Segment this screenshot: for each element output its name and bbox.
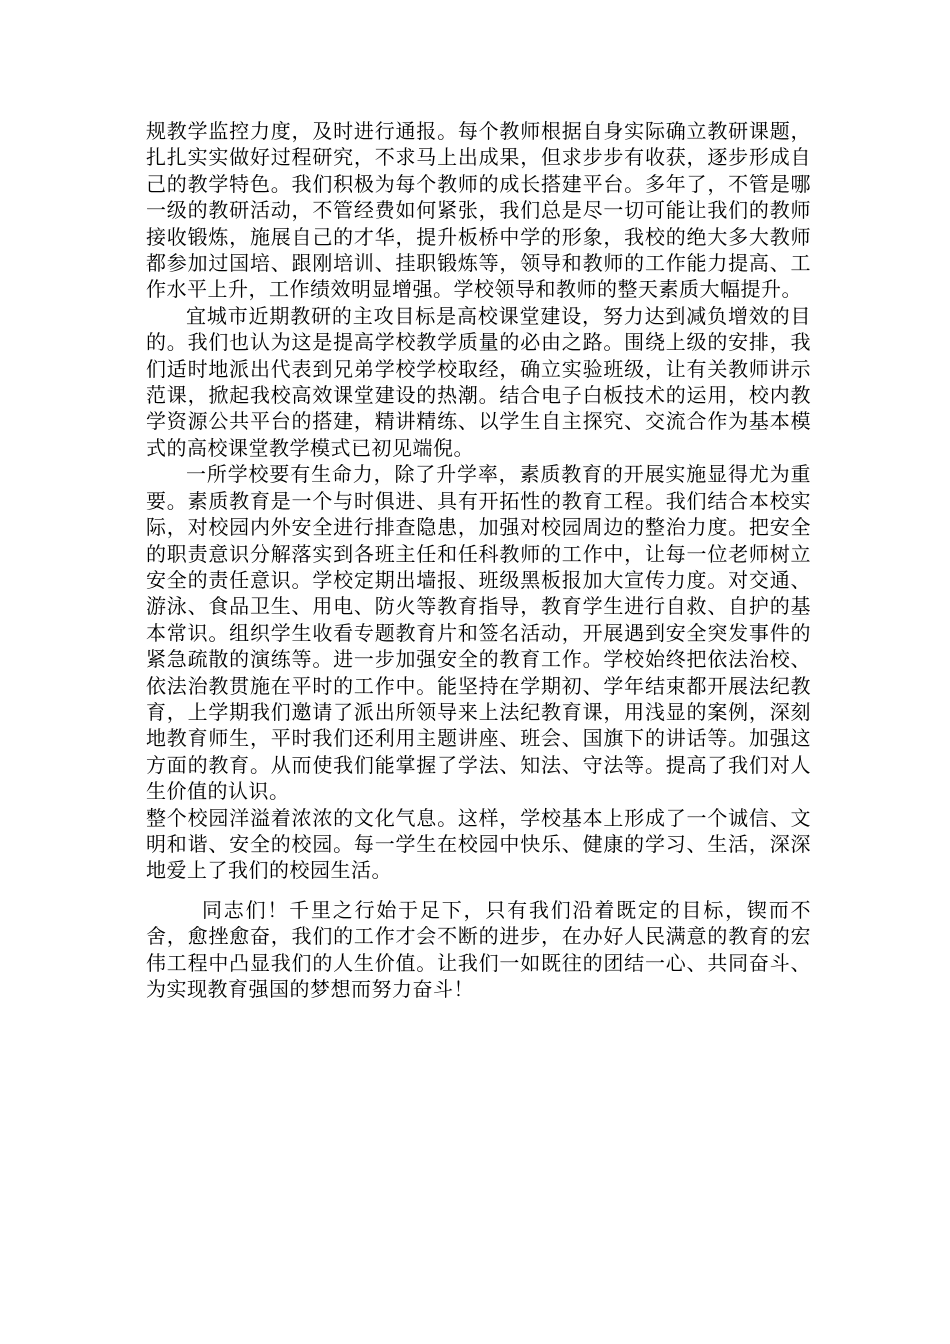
paragraph-teaching-research: 规教学监控力度，及时进行通报。每个教师根据自身实际确立教研课题，扎扎实实做好过程研究，不求马上出成果，但求步步有收获，逐步形成自己的教学特色。我们积极为每个教师的成长搭建平台。多年了，不管是哪一级的教研活动，不管经费如何紧张，我们总是尽一切可能让我们的教师接收锻炼，施展自己的才华，提升板桥中学的形象，我校的绝大多大教师都参加过国培、跟刚培训、挂职锻炼等，领导和教师的工作能力提高、工作水平上升，工作绩效明显增强。学校领导和教师的整天素质大幅提升。 [146,119,811,302]
document-body [146,118,811,1002]
paragraph-closing-remarks: 同志们！千里之行始于足下，只有我们沿着既定的目标，锲而不舍，愈挫愈奋，我们的工作才会不断的进步，在办好人民满意的教育的宏伟工程中凸显我们的人生价值。让我们一如既往的团结一心、共同奋斗、为实现教育强国的梦想而努力奋斗！ [146,897,811,1001]
paragraph-campus-culture: 整个校园洋溢着浓浓的文化气息。这样，学校基本上形成了一个诚信、文明和谐、安全的校园。每一学生在校园中快乐、健康的学习、生活，深深地爱上了我们的校园生活。 [146,805,811,883]
paragraph-quality-education: 一所学校要有生命力，除了升学率，素质教育的开展实施显得尤为重要。素质教育是一个与时俱进、具有开拓性的教育工程。我们结合本校实际，对校园内外安全进行排查隐患，加强对校园周边的整治力度。把安全的职责意识分解落实到各班主任和任科教师的工作中，让每一位老师树立安全的责任意识。学校定期出墙报、班级黑板报加大宣传力度。对交通、游泳、食品卫生、用电、防火等教育指导，教育学生进行自救、自护的基本常识。组织学生收看专题教育片和签名活动，开展遇到安全突发事件的紧急疏散的演练等。进一步加强安全的教育工作。学校始终把依法治校、依法治教贯施在平时的工作中。能坚持在学期初、学年结束都开展法纪教育，上学期我们邀请了派出所领导来上法纪教育课，用浅显的案例，深刻地教育师生，平时我们还利用主题讲座、班会、国旗下的讲话等。加强这方面的教育。从而使我们能掌握了学法、知法、守法等。提高了我们对人生价值的认识。 [146,462,811,804]
paragraph-efficient-classroom: 宜城市近期教研的主攻目标是高校课堂建设，努力达到减负增效的目的。我们也认为这是提高学校教学质量的必由之路。围绕上级的安排，我们适时地派出代表到兄弟学校学校取经，确立实验班级，让有关教师讲示范课，掀起我校高效课堂建设的热潮。结合电子白板技术的运用，校内教学资源公共平台的搭建，精讲精练、以学生自主探究、交流合作为基本模式的高校课堂教学模式已初见端倪。 [146,303,811,460]
